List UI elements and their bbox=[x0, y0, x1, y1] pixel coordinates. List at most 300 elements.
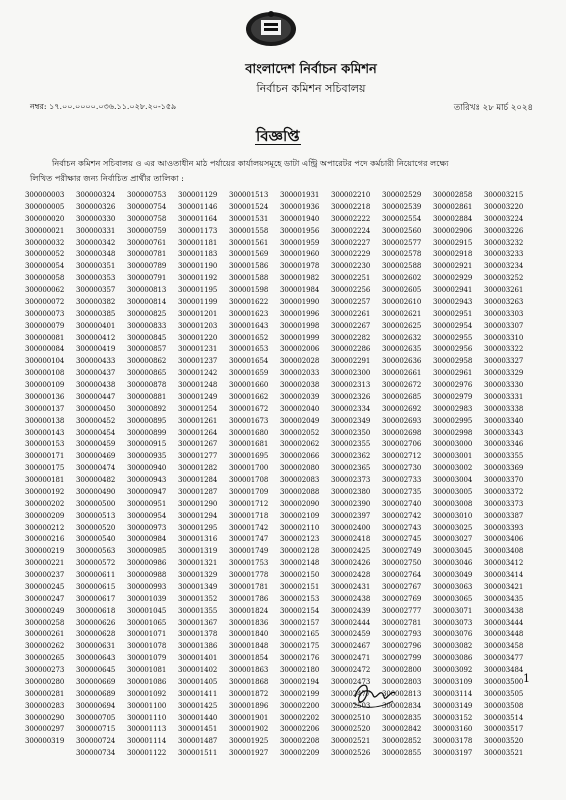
roll-number-cell: 300002588 bbox=[382, 262, 422, 271]
roll-number-cell: 300001742 bbox=[229, 523, 269, 532]
roll-number-cell: 300002769 bbox=[382, 594, 422, 603]
roll-number-cell: 300003372 bbox=[484, 487, 524, 496]
roll-number-cell: 300002473 bbox=[331, 677, 371, 686]
roll-number-cell: 300000572 bbox=[76, 559, 116, 568]
roll-number-cell: 300002813 bbox=[382, 689, 422, 698]
roll-number-cell: 300003086 bbox=[433, 654, 473, 663]
roll-number-cell: 300000348 bbox=[76, 250, 116, 259]
roll-number-cell: 300001700 bbox=[229, 464, 269, 473]
roll-number-cell: 300000761 bbox=[127, 238, 167, 247]
roll-number-cell: 300003310 bbox=[484, 333, 524, 342]
roll-number-cell: 300002979 bbox=[433, 392, 473, 401]
roll-number-cell: 300003220 bbox=[484, 202, 524, 211]
roll-number-cell: 300001662 bbox=[229, 392, 269, 401]
roll-column bbox=[178, 190, 229, 760]
roll-number-cell: 300003330 bbox=[484, 381, 524, 389]
roll-number-cell: 300002267 bbox=[331, 321, 371, 330]
roll-number-cell: 300002672 bbox=[382, 381, 422, 389]
roll-number-cell: 300001181 bbox=[178, 238, 218, 247]
roll-number-cell: 300000216 bbox=[25, 535, 65, 544]
roll-number-cell: 300002503 bbox=[331, 701, 371, 710]
roll-number-cell: 300003252 bbox=[484, 274, 524, 283]
roll-number-cell: 300001319 bbox=[178, 547, 218, 556]
roll-number-cell: 300001192 bbox=[178, 274, 218, 283]
secretariat-name: নির্বাচন কমিশন সচিবালয় bbox=[256, 82, 366, 95]
roll-number-cell: 300000469 bbox=[76, 452, 116, 461]
roll-number-cell: 300000181 bbox=[25, 476, 65, 484]
roll-number-cell: 300001254 bbox=[178, 404, 218, 413]
roll-number-cell: 300002692 bbox=[382, 404, 422, 413]
roll-number-cell: 300000825 bbox=[127, 309, 167, 318]
roll-number-cell: 300000054 bbox=[25, 262, 65, 271]
roll-number-cell: 300002397 bbox=[331, 511, 371, 520]
roll-number-cell: 300000136 bbox=[25, 392, 65, 401]
roll-number-cell: 300000073 bbox=[25, 309, 65, 318]
roll-number-cell: 300002954 bbox=[433, 321, 473, 330]
roll-number-cell: 300002230 bbox=[331, 262, 371, 271]
roll-number-cell: 300002326 bbox=[331, 392, 371, 401]
roll-number-cell: 300000351 bbox=[76, 262, 116, 271]
roll-number-cell: 300002109 bbox=[280, 511, 320, 520]
roll-number-cell: 300002861 bbox=[433, 202, 473, 211]
roll-number-cell: 300002444 bbox=[331, 618, 371, 627]
page-number: 1 bbox=[523, 672, 530, 685]
roll-number-cell: 300003408 bbox=[484, 547, 524, 556]
roll-number-cell: 300003076 bbox=[433, 630, 473, 639]
roll-number-cell: 300000973 bbox=[127, 523, 167, 532]
roll-number-cell: 300003092 bbox=[433, 666, 473, 674]
roll-number-cell: 300002745 bbox=[382, 535, 422, 544]
roll-number-cell: 300001786 bbox=[229, 594, 269, 603]
roll-number-cell: 300002256 bbox=[331, 286, 371, 294]
roll-number-cell: 300000319 bbox=[25, 737, 65, 746]
roll-number-cell: 300003500 bbox=[484, 677, 524, 686]
roll-number-cell: 300002740 bbox=[382, 499, 422, 508]
roll-number-cell: 300002605 bbox=[382, 286, 422, 294]
roll-number-cell: 300000618 bbox=[76, 606, 116, 615]
roll-number-cell: 300002033 bbox=[280, 369, 320, 378]
roll-number-cell: 300000249 bbox=[25, 606, 65, 615]
roll-number-cell: 300000280 bbox=[25, 677, 65, 686]
roll-number-cell: 300003412 bbox=[484, 559, 524, 568]
roll-number-cell: 300002148 bbox=[280, 559, 320, 568]
roll-number-cell: 300001709 bbox=[229, 487, 269, 496]
roll-number-cell: 300002693 bbox=[382, 416, 422, 425]
roll-number-cell: 300001242 bbox=[178, 369, 218, 378]
roll-number-cell: 300001936 bbox=[280, 202, 320, 211]
roll-number-cell: 300002941 bbox=[433, 286, 473, 294]
roll-number-cell: 300003232 bbox=[484, 238, 524, 247]
roll-number-cell: 300000419 bbox=[76, 345, 116, 354]
roll-number-cell: 300002855 bbox=[382, 749, 422, 758]
roll-number-cell: 300002884 bbox=[433, 214, 473, 223]
roll-number-cell: 300002995 bbox=[433, 416, 473, 425]
roll-number-cell: 300002510 bbox=[331, 713, 371, 722]
roll-number-cell: 300002438 bbox=[331, 594, 371, 603]
roll-number-cell: 300000265 bbox=[25, 654, 65, 663]
roll-number-cell: 300002080 bbox=[280, 464, 320, 473]
roll-number-cell: 300002052 bbox=[280, 428, 320, 437]
roll-number-cell: 300000137 bbox=[25, 404, 65, 413]
roll-number-cell: 300002175 bbox=[280, 642, 320, 651]
roll-number-cell: 300000330 bbox=[76, 214, 116, 223]
roll-number-cell: 300002251 bbox=[331, 274, 371, 283]
roll-number-cell: 300000520 bbox=[76, 523, 116, 532]
roll-number-cell: 300000262 bbox=[25, 642, 65, 651]
roll-number-cell: 300000540 bbox=[76, 535, 116, 544]
roll-number-cell: 300002578 bbox=[382, 250, 422, 259]
roll-number-cell: 300002194 bbox=[280, 677, 320, 686]
roll-number-cell: 300001753 bbox=[229, 559, 269, 568]
roll-number-cell: 300000326 bbox=[76, 202, 116, 211]
roll-number-cell: 300003303 bbox=[484, 309, 524, 318]
roll-number-cell: 300002202 bbox=[280, 713, 320, 722]
roll-number-cell: 300000247 bbox=[25, 594, 65, 603]
roll-number-cell: 300001349 bbox=[178, 582, 218, 591]
roll-number-cell: 300003063 bbox=[433, 582, 473, 591]
roll-number-cell: 300002796 bbox=[382, 642, 422, 651]
roll-number-cell: 300000705 bbox=[76, 713, 116, 722]
roll-number-cell: 300001487 bbox=[178, 737, 218, 746]
roll-number-cell: 300000020 bbox=[25, 214, 65, 223]
roll-number-cell: 300000357 bbox=[76, 286, 116, 294]
roll-number-cell: 300000221 bbox=[25, 559, 65, 568]
roll-number-cell: 300001940 bbox=[280, 214, 320, 223]
roll-number-cell: 300003505 bbox=[484, 689, 524, 698]
roll-number-cell: 300002350 bbox=[331, 428, 371, 437]
roll-number-cell: 300002066 bbox=[280, 452, 320, 461]
roll-number-cell: 300003458 bbox=[484, 642, 524, 651]
roll-number-cell: 300000459 bbox=[76, 440, 116, 449]
roll-number-cell: 300001598 bbox=[229, 286, 269, 294]
roll-number-cell: 300001659 bbox=[229, 369, 269, 378]
roll-number-cell: 300003338 bbox=[484, 404, 524, 413]
roll-number-cell: 300001622 bbox=[229, 297, 269, 306]
roll-number-cell: 300000935 bbox=[127, 452, 167, 461]
roll-number-cell: 300002400 bbox=[331, 523, 371, 532]
roll-number-cell: 300000500 bbox=[76, 499, 116, 508]
roll-number-cell: 300002915 bbox=[433, 238, 473, 247]
roll-number-cell: 300000993 bbox=[127, 582, 167, 591]
roll-number-cell: 300001402 bbox=[178, 666, 218, 674]
roll-number-cell: 300002983 bbox=[433, 404, 473, 413]
roll-number-cell: 300000862 bbox=[127, 357, 167, 366]
roll-number-cell: 300003307 bbox=[484, 321, 524, 330]
roll-number-cell: 300002090 bbox=[280, 499, 320, 508]
roll-number-cell: 300000324 bbox=[76, 191, 116, 199]
roll-number-cell: 300000202 bbox=[25, 499, 65, 508]
roll-number-cell: 300001081 bbox=[127, 666, 167, 674]
roll-number-cell: 300001586 bbox=[229, 262, 269, 271]
roll-number-cell: 300002793 bbox=[382, 630, 422, 639]
roll-number-cell: 300000353 bbox=[76, 274, 116, 283]
roll-number-cell: 300002906 bbox=[433, 226, 473, 235]
roll-number-cell: 300003233 bbox=[484, 250, 524, 259]
roll-number-cell: 300000258 bbox=[25, 618, 65, 627]
roll-number-cell: 300003215 bbox=[484, 191, 524, 199]
roll-number-cell: 300002842 bbox=[382, 725, 422, 734]
memo-date: তারিখঃ ২৮ মার্চ ২০২৪ bbox=[453, 103, 533, 113]
roll-number-cell: 300000474 bbox=[76, 464, 116, 473]
roll-number-cell: 300003027 bbox=[433, 535, 473, 544]
roll-number-cell: 300002210 bbox=[331, 191, 371, 199]
roll-number-cell: 300000915 bbox=[127, 440, 167, 449]
roll-number-cell: 300000104 bbox=[25, 357, 65, 366]
roll-number-cell: 300002286 bbox=[331, 345, 371, 354]
roll-number-cell: 300003178 bbox=[433, 737, 473, 746]
roll-number-cell: 300001956 bbox=[280, 226, 320, 235]
roll-number-cell: 300003002 bbox=[433, 464, 473, 473]
roll-number-cell: 300003369 bbox=[484, 464, 524, 473]
roll-column bbox=[229, 190, 280, 760]
roll-number-cell: 300002803 bbox=[382, 677, 422, 686]
roll-number-cell: 300000175 bbox=[25, 464, 65, 473]
roll-number-cell: 300002943 bbox=[433, 297, 473, 306]
roll-number-cell: 300002282 bbox=[331, 333, 371, 342]
roll-number-cell: 300002602 bbox=[382, 274, 422, 283]
roll-number-cell: 300003049 bbox=[433, 571, 473, 579]
roll-number-cell: 300001316 bbox=[178, 535, 218, 544]
roll-number-cell: 300003008 bbox=[433, 499, 473, 508]
roll-number-cell: 300002128 bbox=[280, 547, 320, 556]
roll-number-cell: 300001290 bbox=[178, 499, 218, 508]
roll-number-cell: 300001114 bbox=[127, 737, 167, 746]
roll-number-cell: 300000954 bbox=[127, 511, 167, 520]
roll-number-cell: 300000108 bbox=[25, 369, 65, 378]
roll-number-cell: 300002858 bbox=[433, 191, 473, 199]
roll-number-cell: 300002218 bbox=[331, 202, 371, 211]
roll-number-cell: 300001863 bbox=[229, 666, 269, 674]
roll-number-cell: 300001561 bbox=[229, 238, 269, 247]
roll-number-cell: 300001695 bbox=[229, 452, 269, 461]
roll-number-cell: 300000669 bbox=[76, 677, 116, 686]
roll-number-cell: 300002224 bbox=[331, 226, 371, 235]
roll-number-cell: 300002123 bbox=[280, 535, 320, 544]
roll-number-cell: 300001927 bbox=[229, 749, 269, 758]
roll-number-cell: 300000490 bbox=[76, 487, 116, 496]
roll-number-cell: 300000689 bbox=[76, 689, 116, 698]
roll-number-cell: 300003444 bbox=[484, 618, 524, 627]
roll-number-cell: 300000109 bbox=[25, 381, 65, 389]
roll-number-cell: 300002157 bbox=[280, 618, 320, 627]
roll-number-cell: 300001718 bbox=[229, 511, 269, 520]
roll-number-cell: 300003331 bbox=[484, 392, 524, 401]
roll-number-cell: 300000482 bbox=[76, 476, 116, 484]
roll-number-cell: 300000845 bbox=[127, 333, 167, 342]
roll-number-cell: 300001405 bbox=[178, 677, 218, 686]
roll-number-cell: 300001264 bbox=[178, 428, 218, 437]
roll-number-cell: 300002208 bbox=[280, 737, 320, 746]
roll-number-cell: 300003414 bbox=[484, 571, 524, 579]
roll-number-cell: 300003045 bbox=[433, 547, 473, 556]
roll-number-cell: 300002852 bbox=[382, 737, 422, 746]
roll-number-cell: 300001411 bbox=[178, 689, 218, 698]
roll-number-cell: 300003224 bbox=[484, 214, 524, 223]
roll-number-cell: 300000079 bbox=[25, 321, 65, 330]
roll-number-cell: 300002750 bbox=[382, 559, 422, 568]
roll-number-cell: 300002921 bbox=[433, 262, 473, 271]
roll-number-cell: 300001984 bbox=[280, 286, 320, 294]
roll-number-cell: 300001129 bbox=[178, 191, 218, 199]
roll-number-cell: 300002300 bbox=[331, 369, 371, 378]
roll-number-cell: 300001425 bbox=[178, 701, 218, 710]
roll-number-cell: 300001990 bbox=[280, 297, 320, 306]
roll-number-cell: 300000813 bbox=[127, 286, 167, 294]
roll-number-cell: 300000382 bbox=[76, 297, 116, 306]
roll-number-cell: 300002742 bbox=[382, 511, 422, 520]
roll-number-cell: 300001824 bbox=[229, 606, 269, 615]
roll-number-cell: 300002918 bbox=[433, 250, 473, 259]
roll-column bbox=[280, 190, 331, 760]
roll-number-cell: 300002621 bbox=[382, 309, 422, 318]
roll-number-cell: 300000628 bbox=[76, 630, 116, 639]
roll-number-cell: 300001065 bbox=[127, 618, 167, 627]
roll-number-cell: 300001201 bbox=[178, 309, 218, 318]
roll-number-cell: 300002459 bbox=[331, 630, 371, 639]
roll-number-cell: 300000438 bbox=[76, 381, 116, 389]
roll-number-cell: 300001294 bbox=[178, 511, 218, 520]
roll-number-cell: 300002632 bbox=[382, 333, 422, 342]
roll-number-cell: 300002539 bbox=[382, 202, 422, 211]
roll-number-cell: 300000984 bbox=[127, 535, 167, 544]
roll-number-cell: 300000052 bbox=[25, 250, 65, 259]
roll-number-cell: 300001386 bbox=[178, 642, 218, 651]
roll-number-cell: 300002229 bbox=[331, 250, 371, 259]
roll-number-cell: 300003370 bbox=[484, 476, 524, 484]
roll-number-cell: 300001781 bbox=[229, 582, 269, 591]
roll-number-cell: 300000192 bbox=[25, 487, 65, 496]
roll-number-cell: 300002040 bbox=[280, 404, 320, 413]
roll-number-cell: 300003082 bbox=[433, 642, 473, 651]
roll-number-cell: 300001999 bbox=[280, 333, 320, 342]
roll-number-cell: 300002049 bbox=[280, 416, 320, 425]
roll-number-cell: 300000273 bbox=[25, 666, 65, 674]
roll-number-cell: 300001352 bbox=[178, 594, 218, 603]
roll-number-cell: 300003373 bbox=[484, 499, 524, 508]
roll-number-cell: 300003071 bbox=[433, 606, 473, 615]
roll-number-cell: 300001902 bbox=[229, 725, 269, 734]
roll-number-cell: 300002006 bbox=[280, 345, 320, 354]
roll-number-cell: 300002560 bbox=[382, 226, 422, 235]
roll-number-cell: 300000447 bbox=[76, 392, 116, 401]
roll-number-cell: 300000412 bbox=[76, 333, 116, 342]
roll-number-cell: 300001282 bbox=[178, 464, 218, 473]
roll-number-cell: 300002467 bbox=[331, 642, 371, 651]
roll-number-cell: 300000611 bbox=[76, 571, 116, 579]
roll-number-cell: 300002521 bbox=[331, 737, 371, 746]
roll-number-cell: 300000833 bbox=[127, 321, 167, 330]
roll-number-cell: 300000724 bbox=[76, 737, 116, 746]
roll-number-cell: 300002477 bbox=[331, 689, 371, 698]
roll-number-cell: 300000631 bbox=[76, 642, 116, 651]
roll-number-cell: 300000261 bbox=[25, 630, 65, 639]
roll-number-cell: 300001173 bbox=[178, 226, 218, 235]
roll-number-cell: 300000694 bbox=[76, 701, 116, 710]
roll-number-cell: 300002955 bbox=[433, 333, 473, 342]
roll-number-cell: 300000892 bbox=[127, 404, 167, 413]
roll-number-cell: 300002781 bbox=[382, 618, 422, 627]
roll-number-cell: 300001045 bbox=[127, 606, 167, 615]
roll-number-cell: 300002154 bbox=[280, 606, 320, 615]
roll-number-cell: 300001623 bbox=[229, 309, 269, 318]
roll-number-cell: 300002472 bbox=[331, 666, 371, 674]
roll-number-cell: 300002958 bbox=[433, 357, 473, 366]
roll-number-cell: 300000753 bbox=[127, 191, 167, 199]
roll-number-cell: 300002635 bbox=[382, 345, 422, 354]
roll-number-cell: 300001295 bbox=[178, 523, 218, 532]
roll-number-cell: 300001848 bbox=[229, 642, 269, 651]
roll-number-cell: 300003010 bbox=[433, 511, 473, 520]
roll-number-cell: 300002390 bbox=[331, 499, 371, 508]
roll-number-cell: 300000857 bbox=[127, 345, 167, 354]
roll-number-cell: 300002529 bbox=[382, 191, 422, 199]
roll-number-cell: 300002334 bbox=[331, 404, 371, 413]
roll-number-cell: 300000789 bbox=[127, 262, 167, 271]
roll-number-cell: 300003514 bbox=[484, 713, 524, 722]
roll-number-cell: 300002951 bbox=[433, 309, 473, 318]
roll-number-cell: 300001378 bbox=[178, 630, 218, 639]
roll-number-cell: 300002835 bbox=[382, 713, 422, 722]
roll-number-cell: 300002520 bbox=[331, 725, 371, 734]
roll-number-cell: 300001652 bbox=[229, 333, 269, 342]
roll-number-cell: 300002439 bbox=[331, 606, 371, 615]
roll-number-cell: 300002526 bbox=[331, 749, 371, 758]
roll-number-cell: 300000331 bbox=[76, 226, 116, 235]
roll-number-cell: 300000283 bbox=[25, 701, 65, 710]
roll-number-cell: 300001901 bbox=[229, 713, 269, 722]
roll-number-cell: 300003477 bbox=[484, 654, 524, 663]
roll-number-cell: 300000058 bbox=[25, 274, 65, 283]
roll-number-cell: 300002767 bbox=[382, 582, 422, 591]
roll-number-cell: 300000081 bbox=[25, 333, 65, 342]
roll-number-cell: 300003435 bbox=[484, 594, 524, 603]
roll-number-cell: 300003234 bbox=[484, 262, 524, 271]
roll-number-cell: 300000290 bbox=[25, 713, 65, 722]
roll-number-cell: 300003521 bbox=[484, 749, 524, 758]
roll-number-cell: 300002976 bbox=[433, 381, 473, 389]
roll-number-cell: 300002554 bbox=[382, 214, 422, 223]
roll-number-cell: 300002730 bbox=[382, 464, 422, 473]
roll-number-cell: 300001100 bbox=[127, 701, 167, 710]
roll-number-cell: 300001113 bbox=[127, 725, 167, 734]
roll-number-cell: 300003421 bbox=[484, 582, 524, 591]
roll-number-cell: 300000171 bbox=[25, 452, 65, 461]
roll-number-cell: 300000615 bbox=[76, 582, 116, 591]
roll-number-cell: 300002373 bbox=[331, 476, 371, 484]
roll-number-cell: 300000005 bbox=[25, 202, 65, 211]
roll-number-cell: 300000986 bbox=[127, 559, 167, 568]
roll-number-cell: 300002153 bbox=[280, 594, 320, 603]
roll-number-cell: 300001872 bbox=[229, 689, 269, 698]
roll-number-cell: 300003109 bbox=[433, 677, 473, 686]
roll-number-cell: 300003406 bbox=[484, 535, 524, 544]
roll-number-cell: 300003160 bbox=[433, 725, 473, 734]
roll-number-cell: 300001248 bbox=[178, 381, 218, 389]
roll-number-cell: 300002685 bbox=[382, 392, 422, 401]
roll-number-cell: 300003343 bbox=[484, 428, 524, 437]
roll-number-cell: 300000759 bbox=[127, 226, 167, 235]
roll-number-cell: 300000758 bbox=[127, 214, 167, 223]
roll-number-cell: 300000617 bbox=[76, 594, 116, 603]
roll-number-cell: 300002257 bbox=[331, 297, 371, 306]
roll-number-cell: 300003261 bbox=[484, 286, 524, 294]
roll-number-cell: 300000433 bbox=[76, 357, 116, 366]
roll-column bbox=[25, 190, 76, 760]
roll-number-cell: 300002799 bbox=[382, 654, 422, 663]
roll-number-cell: 300003263 bbox=[484, 297, 524, 306]
roll-number-cell: 300001643 bbox=[229, 321, 269, 330]
roll-number-cell: 300003000 bbox=[433, 440, 473, 449]
